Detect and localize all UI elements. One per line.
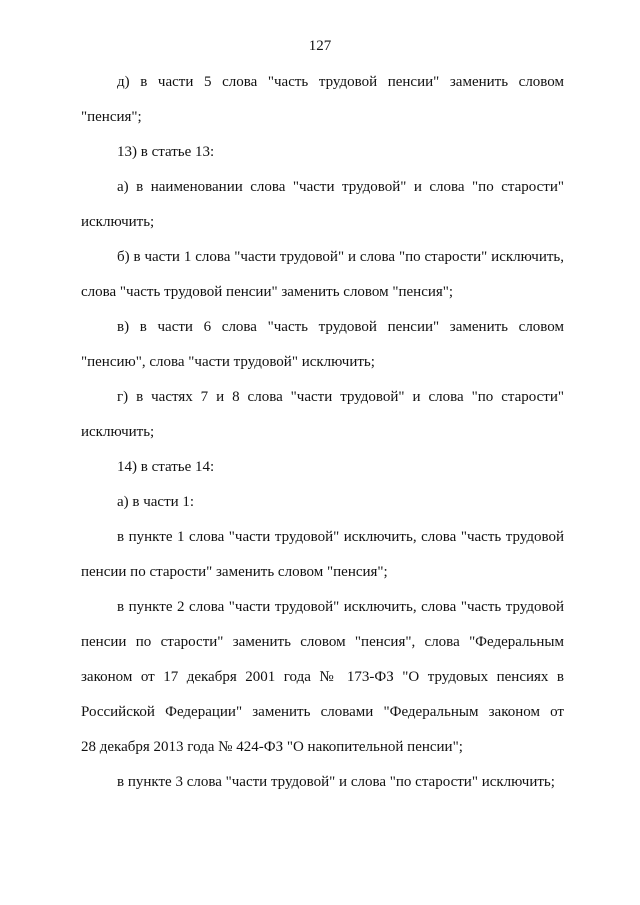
document-body bbox=[0, 70, 640, 805]
text-line: д) в части 5 слова "часть трудовой пенсии" заменить словом bbox=[117, 74, 564, 90]
text-line: "пенсию", слова "части трудовой" исключить; bbox=[81, 354, 375, 370]
text-line: исключить; bbox=[81, 214, 155, 230]
text-line: Российской Федерации" заменить словами "Федеральным законом от bbox=[81, 704, 564, 720]
text-line: б) в части 1 слова "части трудовой" и слова "по старости" исключить, bbox=[117, 249, 564, 265]
text-line: "пенсия"; bbox=[81, 109, 142, 125]
text-line: 14) в статье 14: bbox=[117, 459, 215, 475]
text-line: 13) в статье 13: bbox=[117, 144, 215, 160]
text-line: в) в части 6 слова "часть трудовой пенсии" заменить словом bbox=[117, 319, 564, 335]
page-number: 127 bbox=[308, 38, 332, 54]
text-line: законом от 17 декабря 2001 года № 173-ФЗ "О трудовых пенсиях в bbox=[81, 669, 564, 685]
text-line: в пункте 2 слова "части трудовой" исключить, слова "часть трудовой bbox=[117, 599, 564, 615]
text-line: г) в частях 7 и 8 слова "части трудовой" и слова "по старости" bbox=[117, 389, 564, 405]
text-line: а) в наименовании слова "части трудовой" и слова "по старости" bbox=[117, 179, 564, 195]
text-line: исключить; bbox=[81, 424, 155, 440]
text-line: 28 декабря 2013 года № 424-ФЗ "О накопительной пенсии"; bbox=[81, 739, 463, 755]
text-line: а) в части 1: bbox=[117, 494, 195, 510]
text-line: пенсии по старости" заменить словом "пенсия", слова "Федеральным bbox=[81, 634, 564, 650]
text-line: слова "часть трудовой пенсии" заменить словом "пенсия"; bbox=[81, 284, 454, 300]
text-line: в пункте 3 слова "части трудовой" и слова "по старости" исключить; bbox=[117, 774, 555, 790]
text-line: пенсии по старости" заменить словом "пенсия"; bbox=[81, 564, 388, 580]
text-line: в пункте 1 слова "части трудовой" исключить, слова "часть трудовой bbox=[117, 529, 564, 545]
